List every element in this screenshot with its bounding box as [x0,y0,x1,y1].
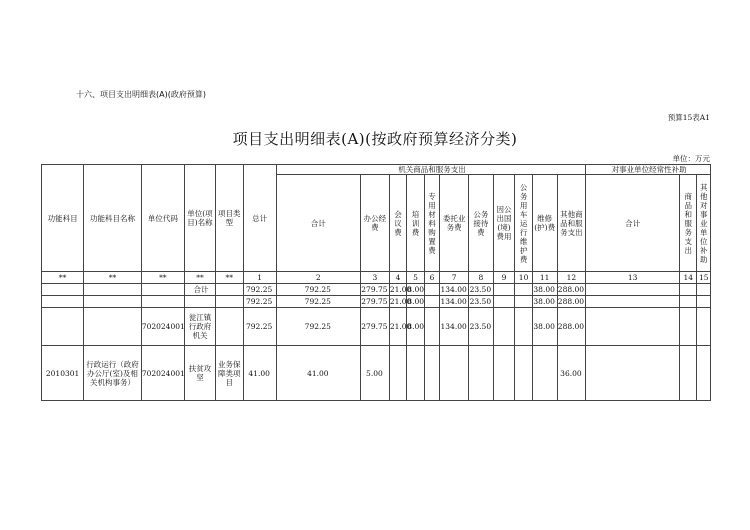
cell-maintenance: 38.00 [532,308,557,346]
cell-other-goods: 288.00 [557,308,586,346]
index-cell: ** [215,272,243,284]
cell-name [185,296,216,308]
cell-total: 792.25 [243,296,276,308]
cell-type [215,308,243,346]
index-cell: 8 [469,272,494,284]
cell-meeting: 21.00 [389,308,406,346]
cell-subsidy-goods [679,296,696,308]
cell-reception: 23.50 [469,308,494,346]
col-reception: 公务接待费 [469,175,494,272]
col-func-subject: 功能科目 [42,165,84,272]
index-cell: ** [42,272,84,284]
cell-maintenance [532,346,557,401]
col-goods-total: 合计 [276,175,360,272]
cell-func: 2010301 [42,346,84,401]
cell-goods-total: 792.25 [276,284,360,296]
cell-subsidy-total [586,284,680,296]
cell-commission [440,346,469,401]
table-code: 预算15表A1 [667,113,710,122]
cell-abroad [493,308,515,346]
cell-subsidy-total [586,346,680,401]
cell-other-goods: 36.00 [557,346,586,401]
index-cell: 5 [407,272,424,284]
col-project-type: 项目类型 [215,165,243,272]
col-meeting: 会议费 [389,175,406,272]
col-commission: 委托业务费 [440,175,469,272]
cell-func-name [84,296,142,308]
cell-maintenance: 38.00 [532,296,557,308]
header-row-group [42,165,711,175]
cell-training: 8.00 [407,285,424,294]
index-cell: ** [185,272,216,284]
col-other-goods: 其他商品和服务支出 [557,175,586,272]
table-row-total [42,284,711,296]
cell-subsidy-total [586,308,680,346]
col-training: 培训费 [407,175,424,272]
cell-commission: 134.00 [440,308,469,346]
index-cell: 9 [493,272,515,284]
cell-reception: 23.50 [469,284,494,296]
cell-type [215,296,243,308]
cell-func [42,284,84,296]
cell-name: 扶贫攻坚 [185,346,216,401]
col-unit-name: 单位(项目)名称 [185,165,216,272]
table-row [42,346,711,401]
index-cell: ** [84,272,142,284]
col-abroad: 因公出国(境)费用 [493,175,515,272]
cell-goods-total: 792.25 [276,296,360,308]
cell-abroad [493,296,515,308]
group-goods-services: 机关商品和服务支出 [276,165,586,175]
index-cell: 10 [515,272,532,284]
cell-subsidy-goods [679,346,696,401]
cell-func-name: 行政运行（政府办公厅(室)及相关机构事务） [84,346,142,401]
index-cell: 1 [243,272,276,284]
cell-meeting: 21.00 [389,297,412,306]
cell-name: 合计 [185,284,216,296]
cell-meeting [389,346,406,401]
cell-office: 279.75 [361,285,388,294]
cell-subsidy-total [586,296,680,308]
cell-materials [424,284,439,296]
unit-label: 单位：万元 [672,154,710,163]
index-row [42,272,711,284]
cell-reception [469,346,494,401]
cell-materials [424,296,439,308]
cell-name: 瓮江镇行政府机关 [185,308,216,346]
cell-type [215,284,243,296]
cell-subsidy-other [697,346,711,401]
index-cell: 2 [276,272,360,284]
cell-commission: 134.00 [440,297,467,306]
section-title: 十六、项目支出明细表(A)(政府预算) [76,90,206,99]
cell-office: 279.75 [361,297,388,306]
group-subsidy: 对事业单位经常性补助 [586,165,711,175]
cell-reception: 23.50 [469,296,494,308]
col-subsidy-goods: 商品和服务支出 [679,175,696,272]
cell-code: 702024001 [141,346,184,401]
page-title: 项目支出明细表(A)(按政府预算经济分类) [232,130,518,148]
col-subsidy-total: 合计 [586,175,680,272]
col-maintenance: 维修(护)费 [532,175,557,272]
col-office: 办公经费 [361,175,390,272]
index-cell: 13 [586,272,680,284]
cell-other-goods: 288.00 [557,297,585,306]
cell-training [407,346,424,401]
cell-office: 5.00 [361,346,390,401]
cell-total: 41.00 [243,346,276,401]
index-cell: 4 [389,272,406,284]
cell-meeting: 21.00 [389,285,412,294]
cell-vehicle [515,296,532,308]
cell-materials [424,346,439,401]
index-cell: 11 [532,272,557,284]
table-row [42,296,711,308]
table-row [42,308,711,346]
cell-office: 279.75 [361,308,390,346]
index-cell: 12 [557,272,586,284]
cell-func-name [84,308,142,346]
cell-func [42,296,84,308]
cell-abroad [493,346,515,401]
cell-code [141,296,184,308]
budget-table [41,164,711,401]
col-vehicle: 公务用车运行维护费 [515,175,532,272]
index-cell: ** [141,272,184,284]
cell-func [42,308,84,346]
cell-code [141,284,184,296]
cell-commission: 134.00 [440,285,467,294]
cell-other-goods: 288.00 [557,285,585,294]
cell-total: 792.25 [243,284,276,296]
cell-training: 8.00 [407,308,424,346]
index-cell: 3 [361,272,390,284]
col-materials: 专用材料购置费 [424,175,439,272]
cell-total: 792.25 [243,308,276,346]
cell-subsidy-goods [679,284,696,296]
cell-func-name [84,284,142,296]
cell-materials [424,308,439,346]
cell-subsidy-other [697,296,711,308]
index-cell: 6 [424,272,439,284]
col-unit-code: 单位代码 [141,165,184,272]
col-func-subject-name: 功能科目名称 [84,165,142,272]
cell-type: 业务保障类项目 [215,346,243,401]
cell-abroad [493,284,515,296]
cell-subsidy-other [697,308,711,346]
cell-vehicle [515,308,532,346]
cell-vehicle [515,284,532,296]
index-cell: 14 [679,272,696,284]
cell-maintenance: 38.00 [532,284,557,296]
cell-goods-total: 792.25 [276,308,360,346]
col-total: 总计 [243,165,276,272]
cell-goods-total: 41.00 [276,346,360,401]
index-cell: 7 [440,272,469,284]
cell-code: 702024001 [141,308,184,346]
cell-subsidy-goods [679,308,696,346]
cell-subsidy-other [697,284,711,296]
index-cell: 15 [698,273,709,282]
cell-vehicle [515,346,532,401]
col-subsidy-other: 其他对事业单位补助 [697,175,711,272]
cell-training: 8.00 [407,297,424,306]
